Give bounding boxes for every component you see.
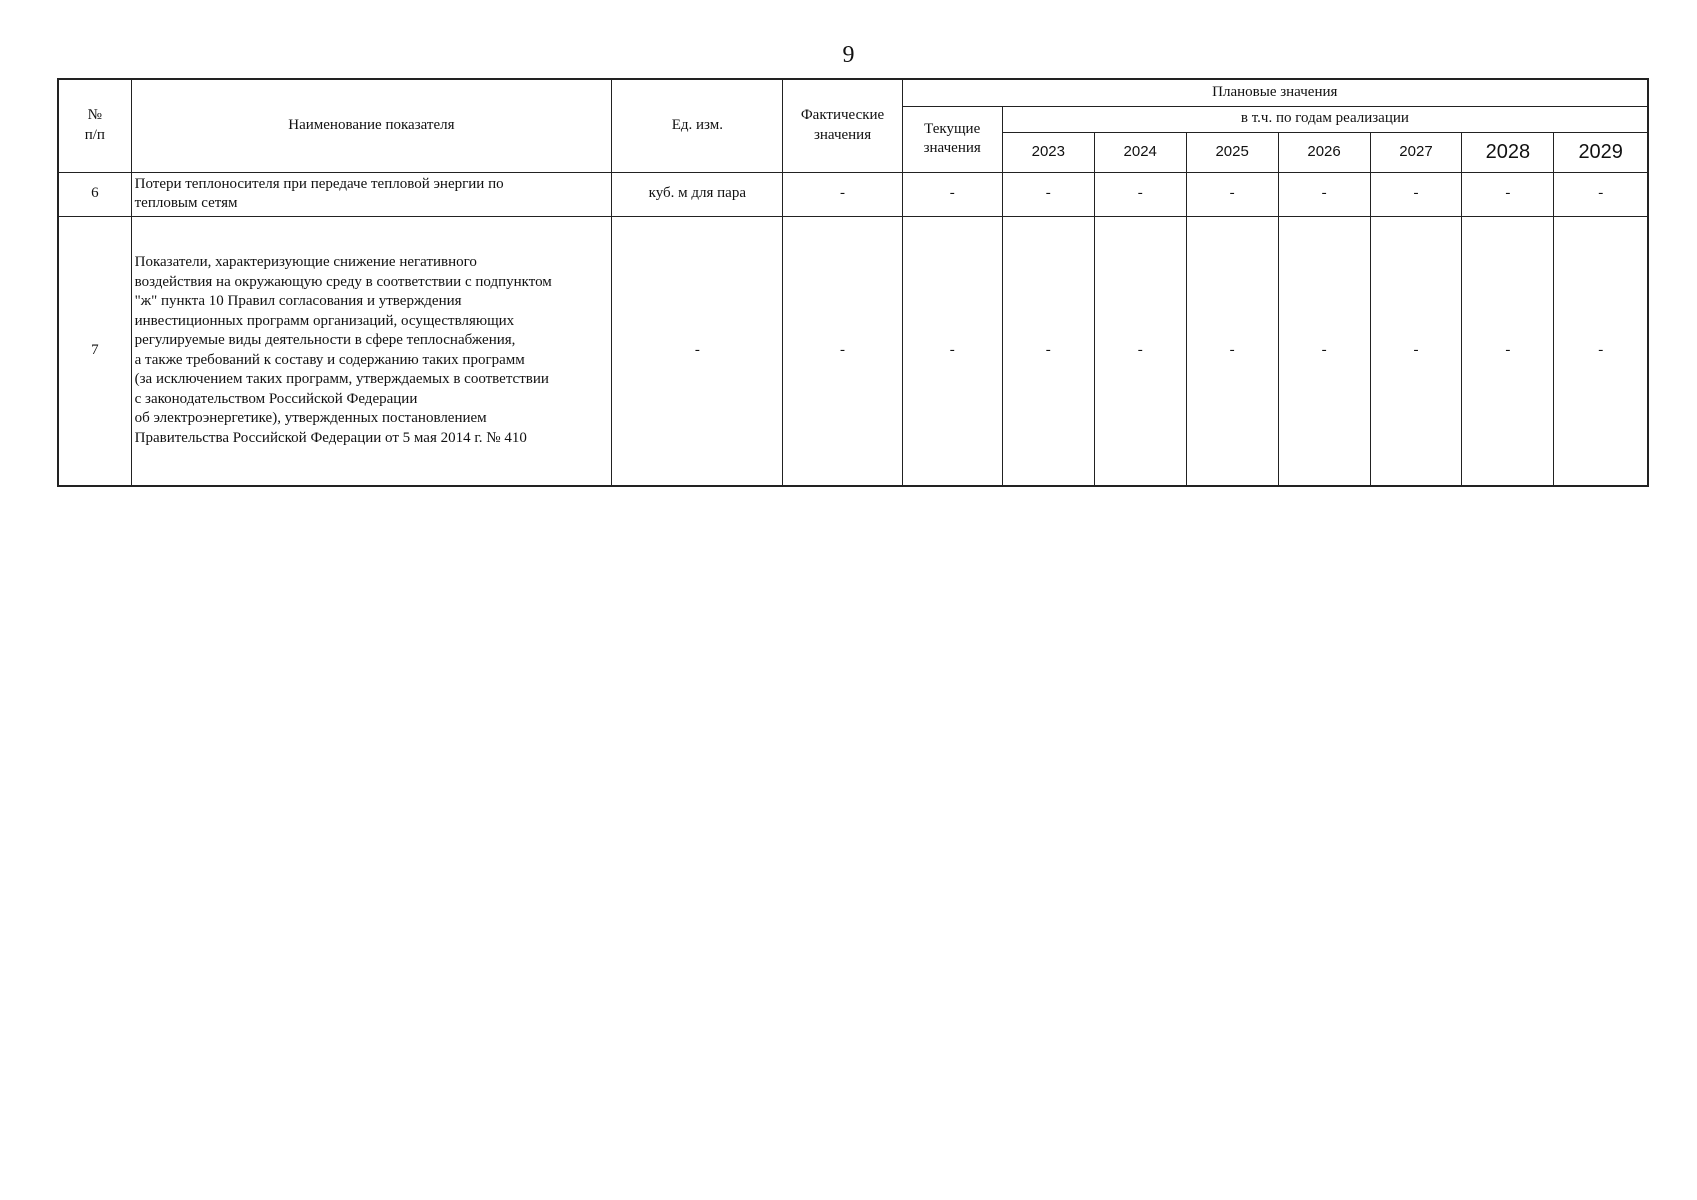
row-year-value: - <box>1002 172 1094 216</box>
table-row <box>58 216 1648 486</box>
header-year: 2023 <box>1002 132 1094 172</box>
row-year-value: - <box>1278 172 1370 216</box>
header-planned: Плановые значения <box>902 79 1648 106</box>
row-current: - <box>902 216 1002 486</box>
row-year-value: - <box>1554 172 1648 216</box>
header-year: 2025 <box>1186 132 1278 172</box>
row-actual: - <box>783 216 902 486</box>
row-year-value: - <box>1186 216 1278 486</box>
header-year: 2027 <box>1370 132 1462 172</box>
row-name: Показатели, характеризующие снижение негативного воздействия на окружающую среду в соответствии с подпунктом "ж" пункта 10 Правил согласования и утверждения инвестиционных программ организаций, осуществляющих регулируемые виды деятельности в сфере теплоснабжения, а также требований к составу и содержанию таких программ (за исключением таких программ, утверждаемых в соответствии с законодательством Российской Федерации об электроэнергетике), утвержденных постановлением Правительства Российской Федерации от 5 мая 2014 г. № 410 <box>131 216 612 486</box>
header-actual: Фактические значения <box>783 79 902 172</box>
table-row <box>58 172 1648 216</box>
header-unit: Ед. изм. <box>612 79 783 172</box>
header-year: 2028 <box>1462 132 1554 172</box>
row-year-value: - <box>1370 216 1462 486</box>
row-num: 6 <box>58 172 131 216</box>
header-by-years: в т.ч. по годам реализации <box>1002 106 1648 132</box>
row-year-value: - <box>1554 216 1648 486</box>
row-year-value: - <box>1278 216 1370 486</box>
row-year-value: - <box>1186 172 1278 216</box>
row-year-value: - <box>1002 216 1094 486</box>
row-year-value: - <box>1094 216 1186 486</box>
row-year-value: - <box>1462 216 1554 486</box>
header-year: 2024 <box>1094 132 1186 172</box>
page-number: 9 <box>842 42 855 68</box>
header-year: 2026 <box>1278 132 1370 172</box>
row-year-value: - <box>1370 172 1462 216</box>
row-unit: - <box>612 216 783 486</box>
header-current: Текущие значения <box>902 106 1002 172</box>
header-num: № п/п <box>58 79 131 172</box>
row-year-value: - <box>1094 172 1186 216</box>
row-name: Потери теплоносителя при передаче тепловой энергии по тепловым сетям <box>131 172 612 216</box>
header-year: 2029 <box>1554 132 1648 172</box>
row-actual: - <box>783 172 902 216</box>
row-current: - <box>902 172 1002 216</box>
row-num: 7 <box>58 216 131 486</box>
row-year-value: - <box>1462 172 1554 216</box>
indicators-table <box>57 78 1649 487</box>
header-name: Наименование показателя <box>131 79 612 172</box>
row-unit: куб. м для пара <box>612 172 783 216</box>
